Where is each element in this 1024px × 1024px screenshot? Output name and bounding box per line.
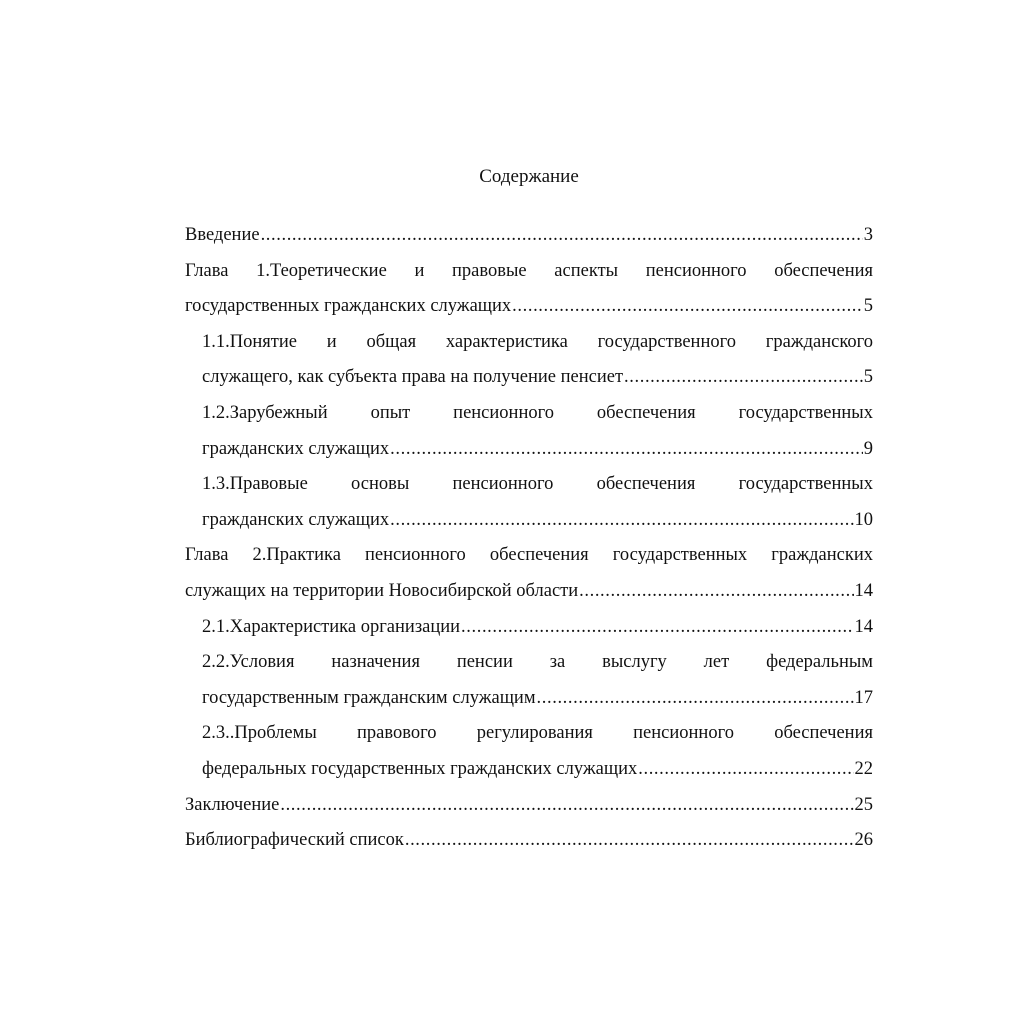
dot-leader (512, 289, 863, 325)
dot-leader (537, 681, 854, 717)
toc-entry-title: государственных гражданских служащих (185, 296, 512, 317)
toc-entry-last-line (202, 681, 873, 717)
toc-entry-last-line (202, 503, 873, 539)
toc-entry (202, 325, 873, 396)
toc-entry-title: государственным гражданским служащим (202, 687, 536, 708)
dot-leader (405, 823, 854, 859)
toc-page-number: 5 (863, 367, 873, 388)
toc-entry (202, 467, 873, 538)
toc-entry-title-line: 2.3..Проблемы правового регулирования пенсионного обеспечения (202, 723, 873, 744)
toc-entry-last-line (202, 610, 873, 646)
toc-entry (185, 218, 873, 254)
toc-entry-last-line (202, 752, 873, 788)
toc-entry-title: служащего, как субъекта права на получение пенсиeт (202, 367, 624, 388)
dot-leader (280, 788, 853, 824)
toc-page-number: 10 (854, 509, 873, 530)
toc-entry-last-line (185, 574, 873, 610)
toc-page-number: 22 (854, 758, 873, 779)
toc-entry-title-line: 1.2.Зарубежный опыт пенсионного обеспечения государственных (202, 402, 873, 423)
toc-entry-title: Заключение (185, 794, 280, 815)
toc-entry-title: Введение (185, 225, 260, 245)
toc-page-number: 3 (863, 225, 873, 245)
toc-entry-title: служащих на территории Новосибирской области (185, 580, 579, 601)
dot-leader (579, 574, 853, 610)
toc-entry (202, 716, 873, 787)
toc-entry (185, 788, 873, 824)
toc-entry-last-line (185, 788, 873, 824)
dot-leader (638, 752, 853, 788)
toc-entry (185, 254, 873, 325)
dot-leader (390, 432, 863, 468)
toc-entry-last-line (185, 823, 873, 859)
toc-entry (185, 823, 873, 859)
dot-leader (624, 360, 863, 396)
toc-page-number: 17 (854, 687, 873, 708)
toc-entry (202, 610, 873, 646)
toc-page-number: 26 (854, 830, 873, 851)
toc-entry-last-line (185, 218, 873, 254)
toc-entry-title-line: 1.1.Понятие и общая характеристика государственного гражданского (202, 331, 873, 352)
toc-entry-last-line (202, 432, 873, 468)
toc-entry-title: 2.1.Характеристика организации (202, 616, 461, 637)
toc-entry-title: гражданских служащих (202, 438, 390, 459)
toc-page-number: 14 (854, 580, 873, 601)
toc-entry-title: гражданских служащих (202, 509, 390, 530)
dot-leader (390, 503, 853, 539)
toc-entry (202, 645, 873, 716)
toc-entry-title-line: Глава 1.Теоретические и правовые аспекты пенсионного обеспечения (185, 260, 873, 281)
toc-entry-title-line: Глава 2.Практика пенсионного обеспечения государственных гражданских (185, 545, 873, 566)
dot-leader (461, 610, 853, 646)
toc-entry-last-line (185, 289, 873, 325)
dot-leader (261, 218, 863, 254)
page-title: Содержание (479, 166, 579, 187)
toc-page-number: 9 (863, 438, 873, 459)
toc-entry-title-line: 2.2.Условия назначения пенсии за выслугу лет федеральным (202, 652, 873, 673)
toc-page-number: 25 (854, 794, 873, 815)
toc-entry (185, 538, 873, 609)
toc-page-number: 5 (863, 296, 873, 317)
toc-entry-title: Библиографический список (185, 830, 404, 851)
table-of-contents (185, 218, 873, 859)
toc-entry-title-line: 1.3.Правовые основы пенсионного обеспечения государственных (202, 474, 873, 495)
toc-page-number: 14 (854, 616, 873, 637)
toc-entry-title: федеральных государственных гражданских служащих (202, 758, 638, 779)
toc-entry-last-line (202, 360, 873, 396)
toc-entry (202, 396, 873, 467)
